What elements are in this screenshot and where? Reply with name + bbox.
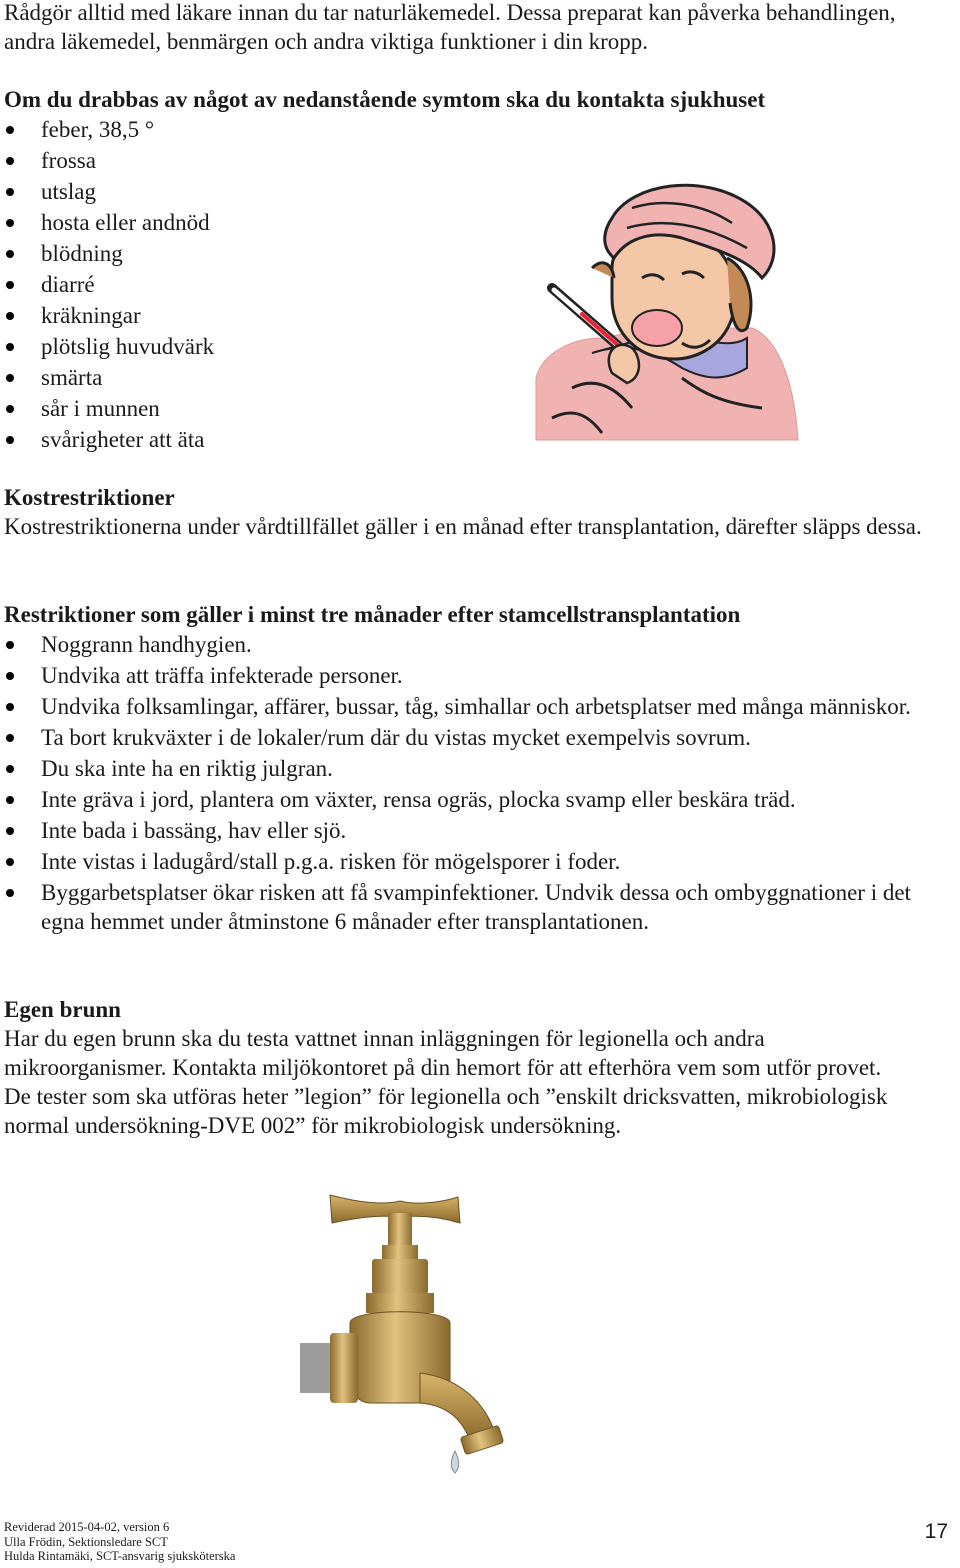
diet-heading: Kostrestriktioner <box>4 485 175 510</box>
list-item: Byggarbetsplatser ökar risken att få svampinfektioner. Undvik dessa och ombyggnationer i det egna hemmet under åtminstone 6 månader efter transplantationen. <box>4 878 954 936</box>
list-item: sår i munnen <box>4 394 504 425</box>
symptoms-list <box>4 115 504 456</box>
intro-paragraph: Rådgör alltid med läkare innan du tar naturläkemedel. Dessa preparat kan påverka behandlingen, andra läkemedel, benmärgen och andra viktiga funktioner i din kropp. <box>4 0 896 54</box>
footer-author-1: Ulla Frödin, Sektionsledare SCT <box>4 1534 168 1549</box>
well-heading: Egen brunn <box>4 997 121 1022</box>
restrictions-heading: Restriktioner som gäller i minst tre månader efter stamcellstransplantation <box>4 602 741 627</box>
well-paragraph: Har du egen brunn ska du testa vattnet innan inläggningen för legionella och andra mikroorganismer. Kontakta miljökontoret på din hemort för att efterhöra vem som utför provet. De tester som ska utföras heter ”legion” för legionella och ”enskilt dricksvatten, mikrobiologisk normal undersökning-DVE 002” för mikrobiologisk undersökning. <box>4 1026 888 1138</box>
page-number: 17 <box>924 1520 948 1543</box>
list-item: diarré <box>4 270 504 301</box>
list-item: kräkningar <box>4 301 504 332</box>
list-item: Undvika att träffa infekterade personer. <box>4 661 954 690</box>
list-item: plötslig huvudvärk <box>4 332 504 363</box>
list-item: feber, 38,5 ° <box>4 115 504 146</box>
sick-person-thermometer-icon <box>532 178 802 442</box>
footer-author-2: Hulda Rintamäki, SCT-ansvarig sjuksköterska <box>4 1549 236 1563</box>
footer-info <box>4 1520 235 1564</box>
list-item: frossa <box>4 146 504 177</box>
footer-revised: Reviderad 2015-04-02, version 6 <box>4 1520 170 1534</box>
list-item: smärta <box>4 363 504 394</box>
symptoms-heading: Om du drabbas av något av nedanstående symtom ska du kontakta sjukhuset <box>4 87 766 112</box>
water-faucet-icon <box>300 1183 530 1483</box>
list-item: blödning <box>4 239 504 270</box>
list-item: hosta eller andnöd <box>4 208 504 239</box>
list-item: Ta bort krukväxter i de lokaler/rum där du vistas mycket exempelvis sovrum. <box>4 723 954 752</box>
list-item: Du ska inte ha en riktig julgran. <box>4 754 954 783</box>
list-item: Inte gräva i jord, plantera om växter, rensa ogräs, plocka svamp eller beskära träd. <box>4 785 954 814</box>
list-item: Noggrann handhygien. <box>4 630 954 659</box>
list-item: utslag <box>4 177 504 208</box>
list-item: svårigheter att äta <box>4 425 504 456</box>
list-item: Undvika folksamlingar, affärer, bussar, tåg, simhallar och arbetsplatser med många människor. <box>4 692 954 721</box>
diet-paragraph: Kostrestriktionerna under vårdtillfället gäller i en månad efter transplantation, därefter släpps dessa. <box>4 514 922 539</box>
restrictions-list <box>4 630 954 938</box>
list-item: Inte bada i bassäng, hav eller sjö. <box>4 816 954 845</box>
list-item: Inte vistas i ladugård/stall p.g.a. risken för mögelsporer i foder. <box>4 847 954 876</box>
